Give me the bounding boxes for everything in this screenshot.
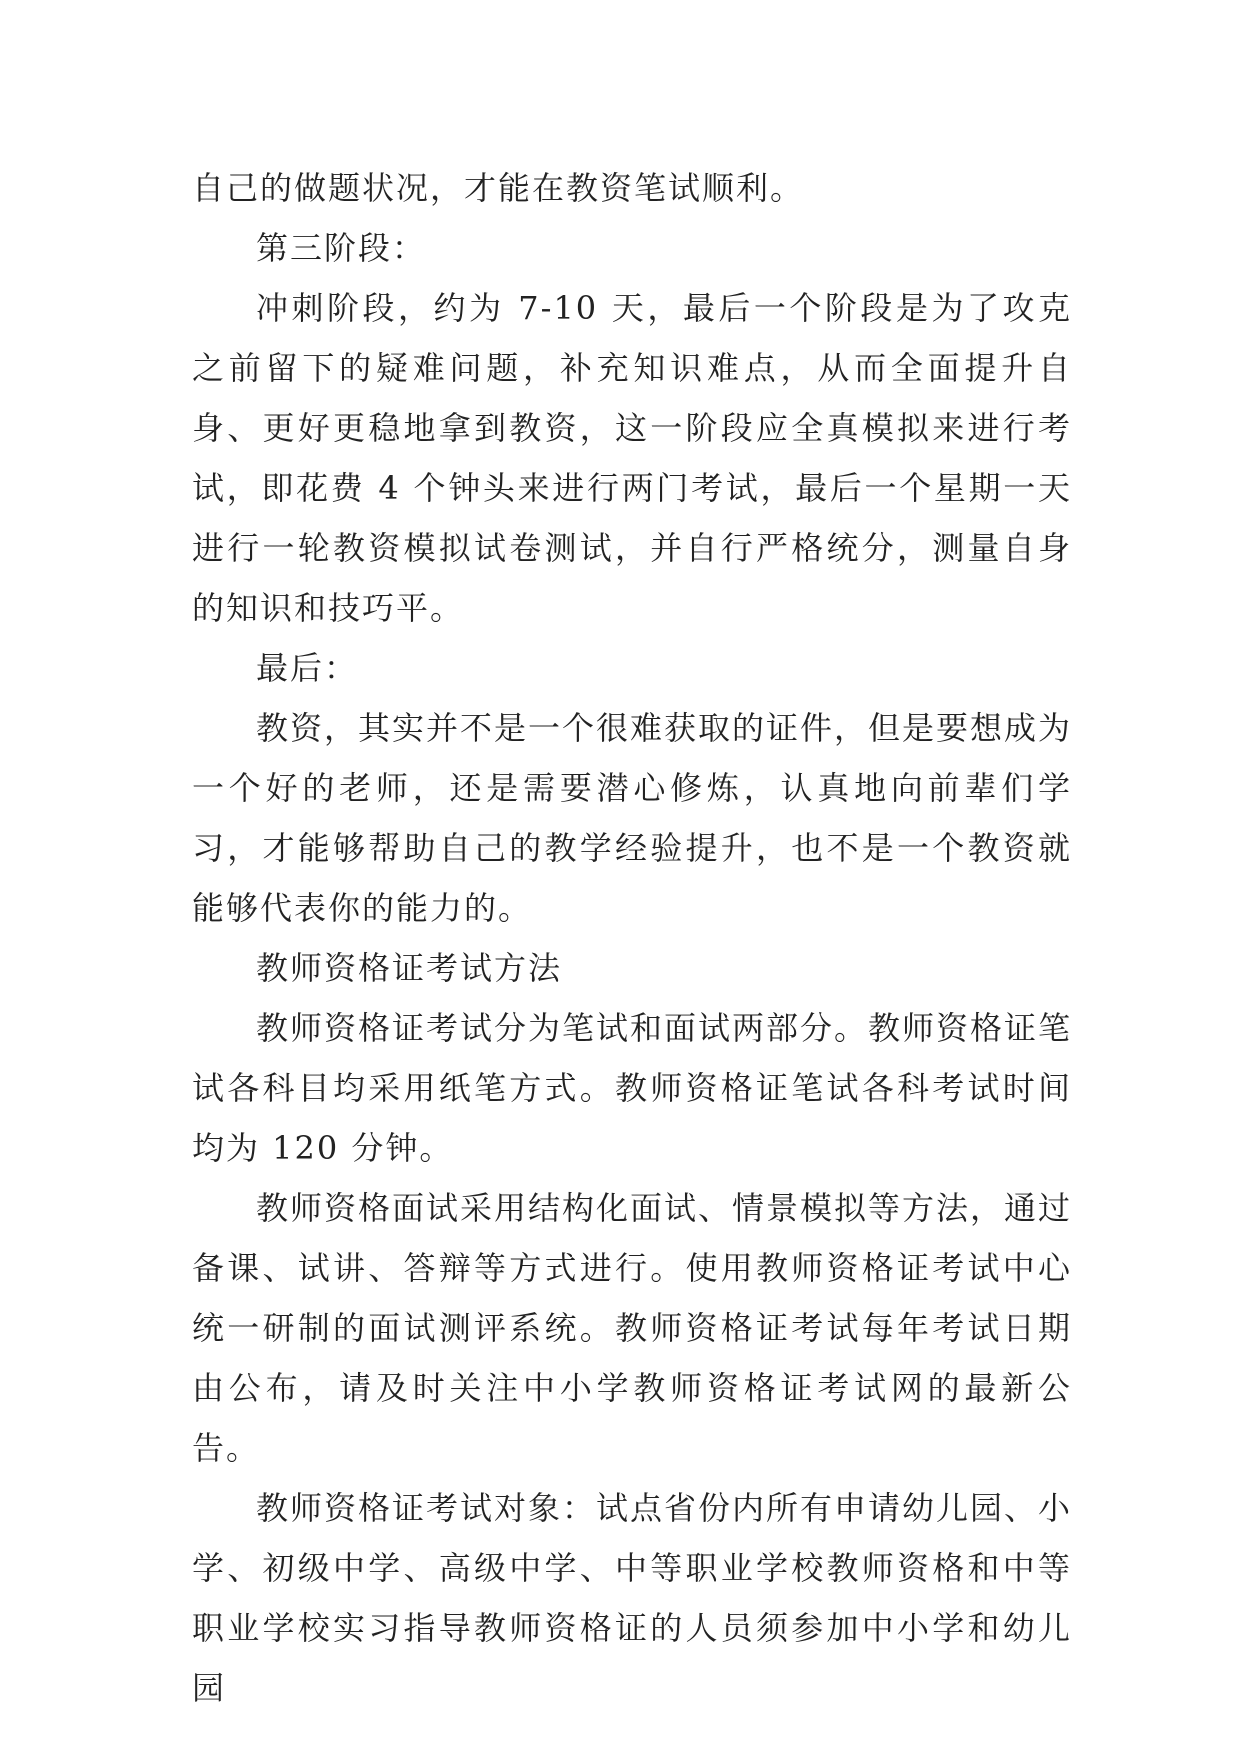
- heading-stage-three: 第三阶段：: [256, 229, 427, 267]
- paragraph-final: 教资，其实并不是一个很难获取的证件，但是要想成为一个好的老师，还是需要潜心修炼，认真地向前辈们学习，才能够帮助自己的教学经验提升，也不是一个教资就能够代表你的能力的。: [192, 709, 1073, 927]
- paragraph-written-exam: 教师资格证考试分为笔试和面试两部分。教师资格证笔试各科目均采用纸笔方式。教师资格证笔试各科考试时间均为 120 分钟。: [192, 1009, 1073, 1167]
- document-body: [192, 158, 1072, 1718]
- paragraph-continuation: 自己的做题状况，才能在教资笔试顺利。: [192, 169, 805, 207]
- heading-final: 最后：: [256, 649, 359, 687]
- paragraph-exam-target: 教师资格证考试对象：试点省份内所有申请幼儿园、小学、初级中学、高级中学、中等职业学校教师资格和中等职业学校实习指导教师资格证的人员须参加中小学和幼儿园: [192, 1489, 1073, 1707]
- paragraph-sprint-stage: 冲刺阶段，约为 7-10 天，最后一个阶段是为了攻克之前留下的疑难问题，补充知识难点，从而全面提升自身、更好更稳地拿到教资，这一阶段应全真模拟来进行考试，即花费 4 个钟头来进行两门考试，最后一个星期一天进行一轮教资模拟试卷测试，并自行严格统分，测量自身的知识和技巧平。: [192, 289, 1072, 627]
- heading-exam-method: 教师资格证考试方法: [256, 949, 563, 987]
- paragraph-interview: 教师资格面试采用结构化面试、情景模拟等方法，通过备课、试讲、答辩等方式进行。使用教师资格证考试中心统一研制的面试测评系统。教师资格证考试每年考试日期由公布，请及时关注中小学教师资格证考试网的最新公告。: [192, 1189, 1073, 1467]
